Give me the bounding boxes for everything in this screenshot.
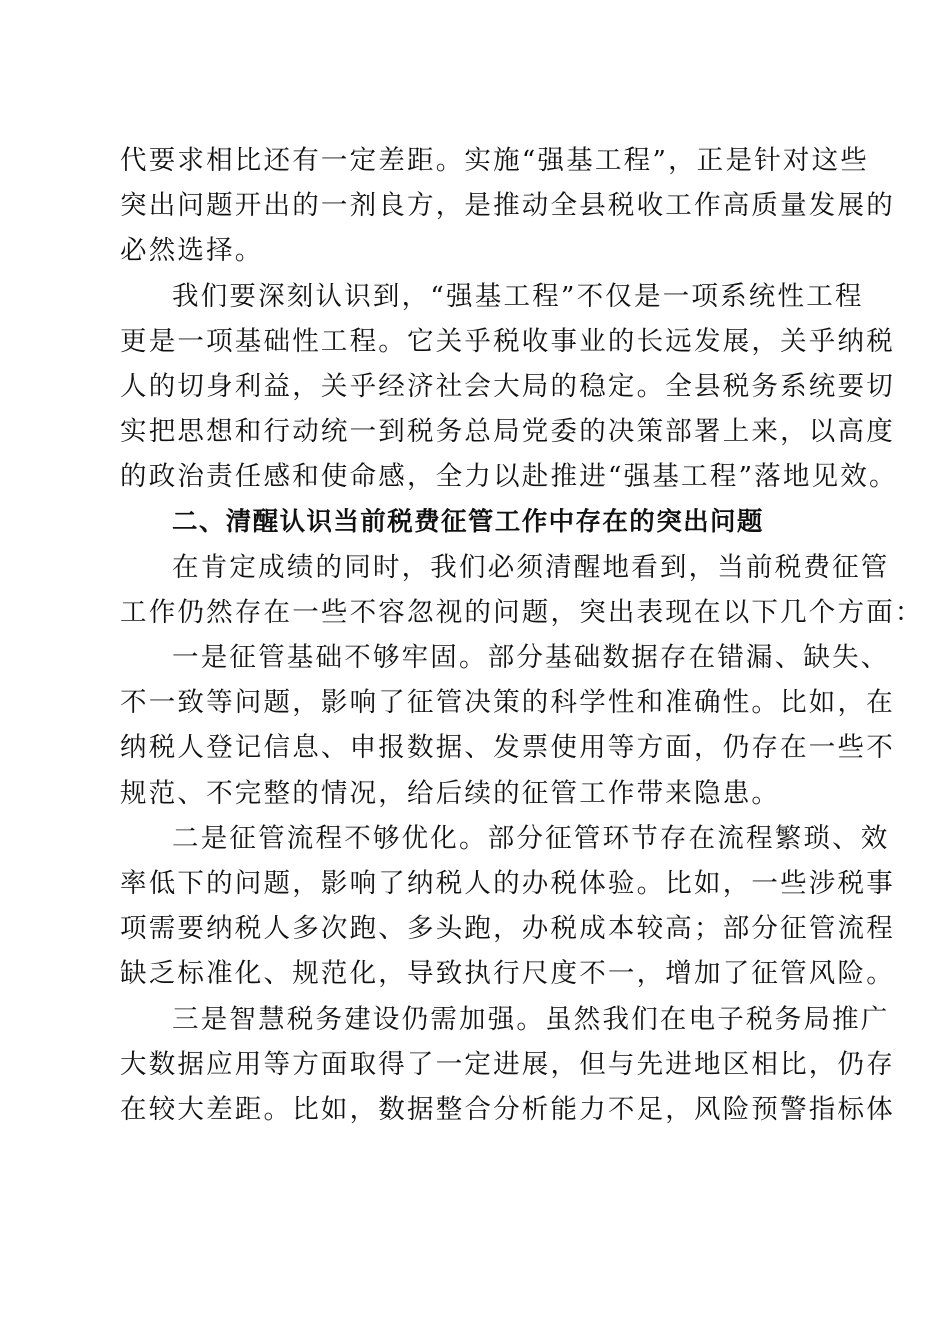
paragraph-first-line: 二是征管流程不够优化。部分征管环节存在流程繁琐、效 [172,822,890,854]
body-line: 更是一项基础性工程。它关乎税收事业的长远发展，关乎纳税 [120,325,895,357]
body-line: 项需要纳税人多次跑、多头跑，办税成本较高；部分征管流程 [120,913,895,945]
body-line: 工作仍然存在一些不容忽视的问题，突出表现在以下几个方面： [120,596,924,628]
document-body [120,138,924,1132]
body-line: 突出问题开出的一剂良方，是推动全县税收工作高质量发展的 [120,190,895,222]
body-line: 缺乏标准化、规范化，导致执行尺度不一，增加了征管风险。 [120,958,895,990]
body-line: 在较大差距。比如，数据整合分析能力不足，风险预警指标体 [120,1093,895,1125]
body-line: 不一致等问题，影响了征管决策的科学性和准确性。比如，在 [120,687,895,719]
paragraph-first-line: 三是智慧税务建设仍需加强。虽然我们在电子税务局推广 [172,1003,890,1035]
body-line: 实把思想和行动统一到税务总局党委的决策部署上来，以高度 [120,416,895,448]
body-line: 的政治责任感和使命感，全力以赴推进“强基工程”落地见效。 [120,461,898,493]
paragraph-first-line: 我们要深刻认识到，“强基工程”不仅是一项系统性工程 [172,280,864,312]
body-line: 大数据应用等方面取得了一定进展，但与先进地区相比，仍存 [120,1048,895,1080]
body-line: 人的切身利益，关乎经济社会大局的稳定。全县税务系统要切 [120,370,895,402]
body-line: 纳税人登记信息、申报数据、发票使用等方面，仍存在一些不 [120,732,895,764]
paragraph-first-line: 在肯定成绩的同时，我们必须清醒地看到，当前税费征管 [172,551,890,583]
body-line: 率低下的问题，影响了纳税人的办税体验。比如，一些涉税事 [120,868,895,899]
body-line: 必然选择。 [120,235,264,267]
body-line: 规范、不完整的情况，给后续的征管工作带来隐患。 [120,777,781,809]
section-heading: 二、清醒认识当前税费征管工作中存在的突出问题 [172,506,764,537]
body-line: 代要求相比还有一定差距。实施“强基工程”，正是针对这些 [120,145,869,176]
paragraph-first-line: 一是征管基础不够牢固。部分基础数据存在错漏、缺失、 [172,642,890,674]
